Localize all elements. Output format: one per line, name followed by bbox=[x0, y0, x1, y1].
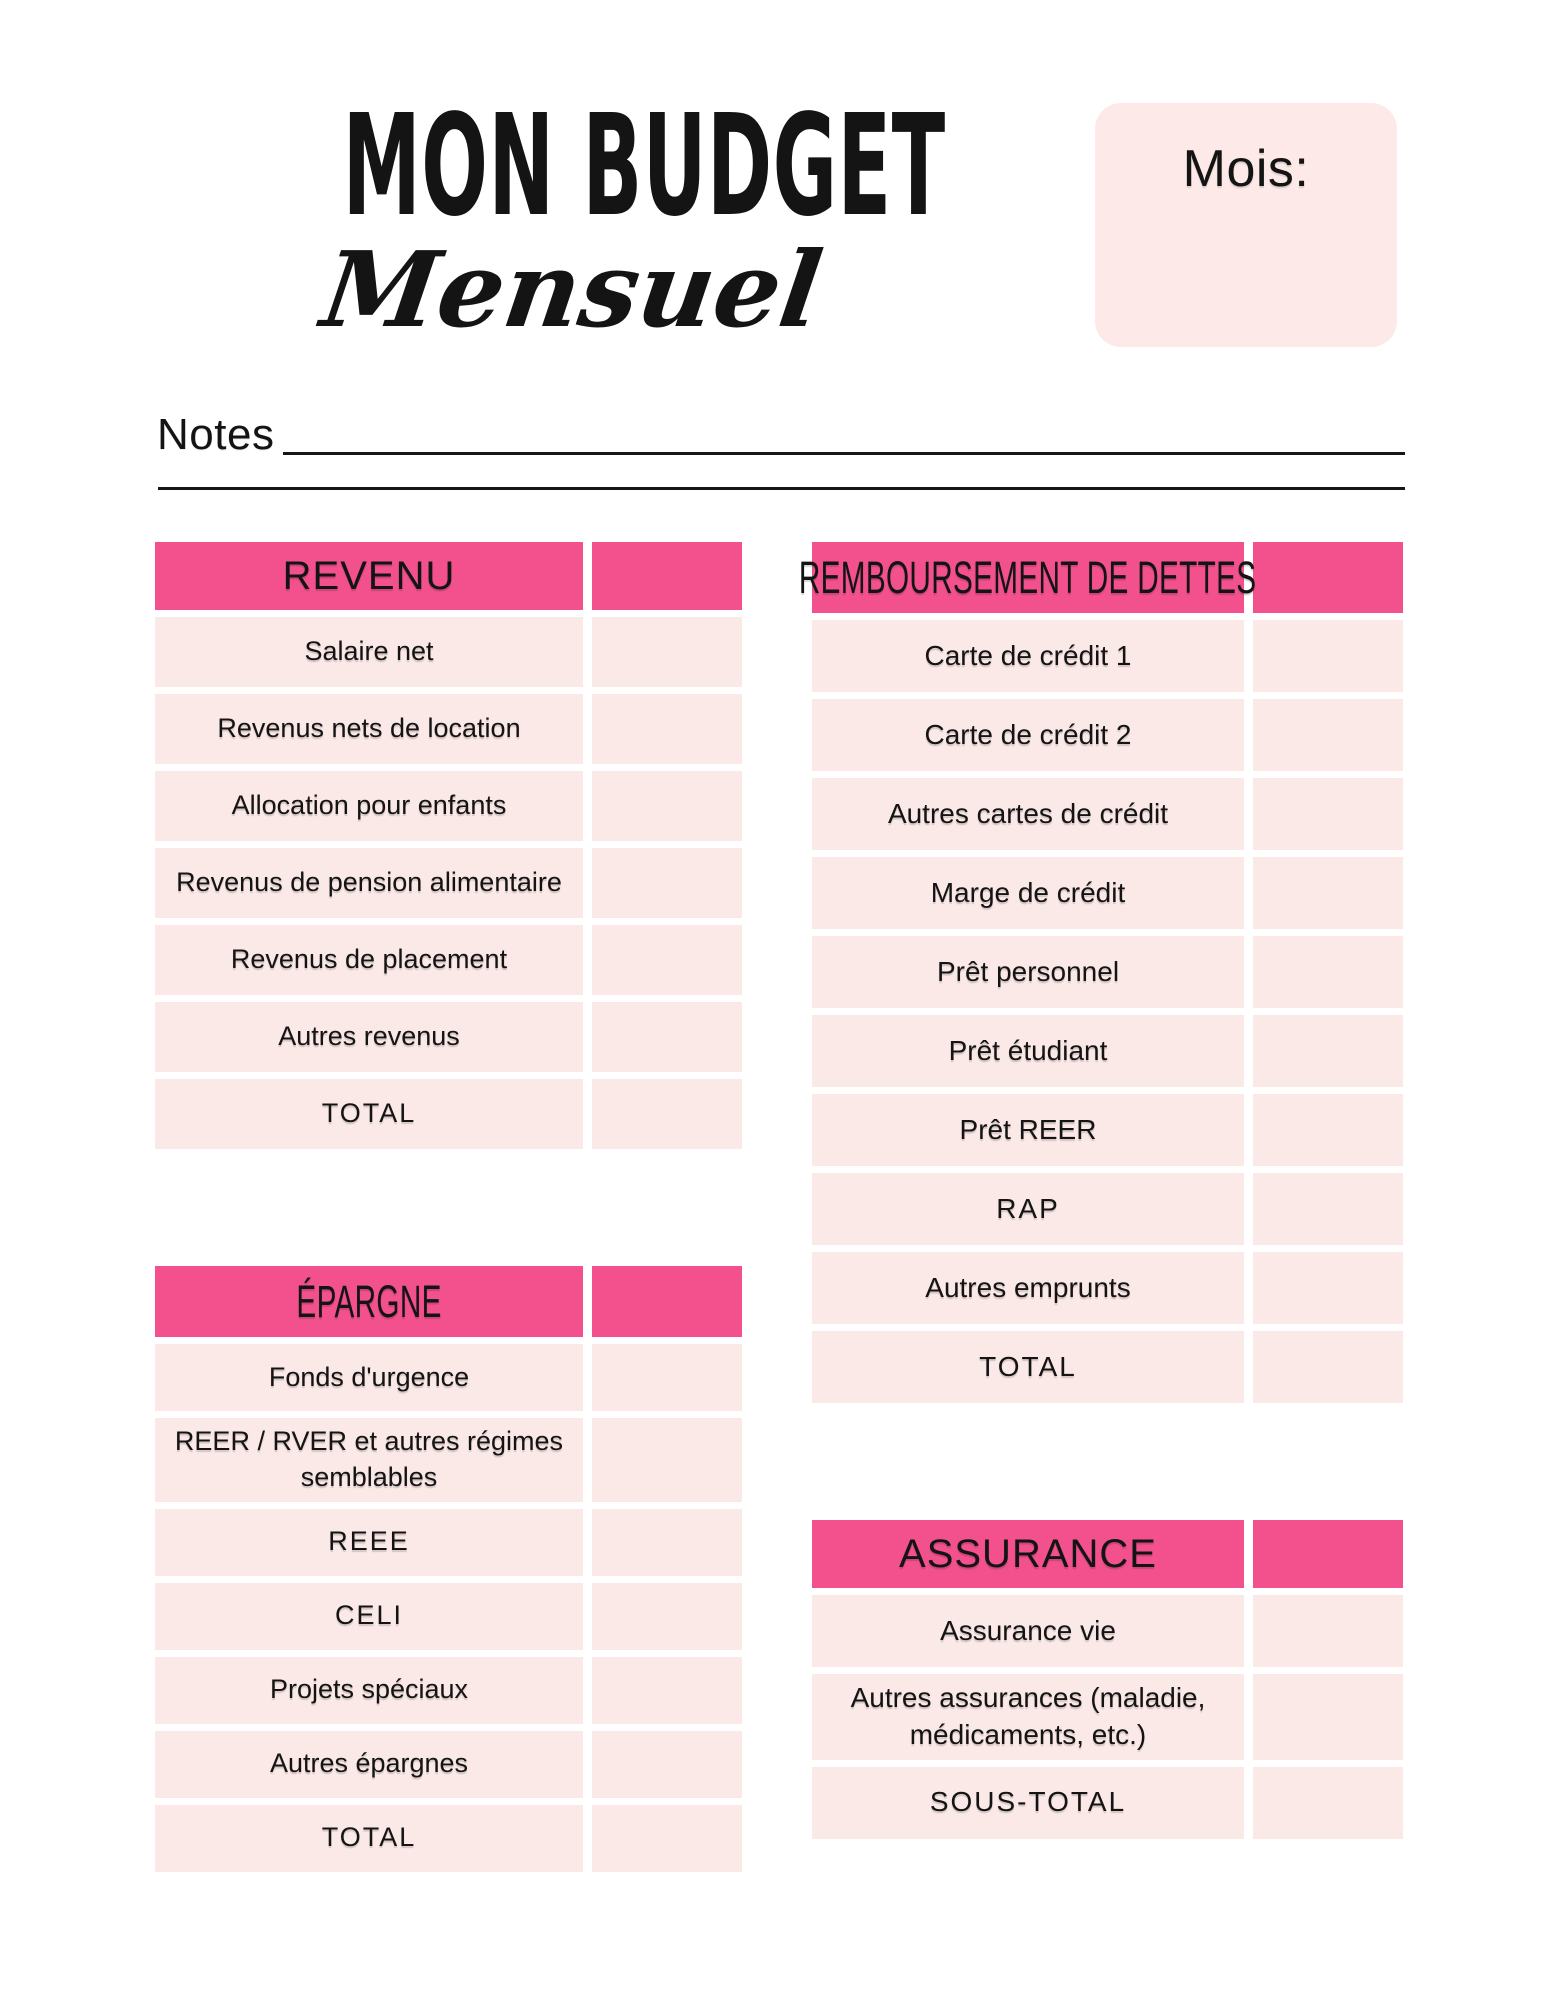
epargne-row-1-amount-field[interactable] bbox=[592, 1418, 742, 1501]
revenu-row-4-label-text: Revenus de placement bbox=[230, 944, 508, 975]
month-input-area[interactable] bbox=[1095, 199, 1397, 347]
dettes-row-9-label bbox=[812, 1331, 1244, 1403]
epargne-row-2-label bbox=[155, 1509, 583, 1576]
revenu-row-6-label-text: TOTAL bbox=[321, 1098, 417, 1129]
assurance-row-0-label-text: Assurance vie bbox=[940, 1614, 1116, 1646]
revenu-row-0-amount-field[interactable] bbox=[592, 617, 742, 687]
dettes-row-5-amount-field[interactable] bbox=[1253, 1015, 1403, 1087]
epargne-header-text: ÉPARGNE bbox=[296, 1276, 442, 1327]
revenu-row-1-label-text: Revenus nets de location bbox=[217, 713, 521, 744]
dettes-row-0-amount-field[interactable] bbox=[1253, 620, 1403, 692]
assurance-row-2-amount-field[interactable] bbox=[1253, 1767, 1403, 1839]
assurance-row-0-label bbox=[812, 1595, 1244, 1667]
epargne-row-2-amount-field[interactable] bbox=[592, 1509, 742, 1576]
revenu-row-0-label-text: Salaire net bbox=[304, 636, 434, 667]
epargne-row-1-label-text: REER / RVER et autres régimes semblables bbox=[174, 1426, 564, 1493]
dettes-header-amount-cell bbox=[1253, 542, 1403, 613]
dettes-row-0-label bbox=[812, 620, 1244, 692]
assurance-table bbox=[812, 1520, 1403, 1839]
dettes-row-0-label-text: Carte de crédit 1 bbox=[924, 639, 1132, 671]
notes-writing-line-1[interactable] bbox=[283, 452, 1405, 455]
dettes-row-9-label-text: TOTAL bbox=[979, 1350, 1077, 1382]
epargne-table bbox=[155, 1266, 742, 1872]
revenu-row-3-amount-field[interactable] bbox=[592, 848, 742, 918]
dettes-row-2-amount-field[interactable] bbox=[1253, 778, 1403, 850]
dettes-table bbox=[799, 542, 1403, 1403]
dettes-row-1-label-text: Carte de crédit 2 bbox=[924, 718, 1132, 750]
dettes-row-6-amount-field[interactable] bbox=[1253, 1094, 1403, 1166]
notes-writing-line-2[interactable] bbox=[158, 487, 1405, 490]
epargne-row-4-amount-field[interactable] bbox=[592, 1657, 742, 1724]
assurance-row-2-label bbox=[812, 1767, 1244, 1839]
dettes-row-5-label-text: Prêt étudiant bbox=[948, 1034, 1108, 1066]
assurance-row-1-amount-field[interactable] bbox=[1253, 1674, 1403, 1760]
revenu-header-text: REVENU bbox=[282, 553, 456, 598]
assurance-row-0-amount-field[interactable] bbox=[1253, 1595, 1403, 1667]
month-label: Mois: bbox=[1182, 140, 1310, 198]
revenu-row-4-amount-field[interactable] bbox=[592, 925, 742, 995]
epargne-header bbox=[155, 1266, 583, 1337]
dettes-row-2-label-text: Autres cartes de crédit bbox=[887, 797, 1169, 829]
dettes-row-6-label bbox=[812, 1094, 1244, 1166]
epargne-row-6-label-text: TOTAL bbox=[321, 1822, 417, 1853]
page-title-line1: MON BUDGET bbox=[342, 85, 946, 248]
epargne-row-4-label-text: Projets spéciaux bbox=[269, 1674, 469, 1705]
epargne-row-3-label-text: CELI bbox=[334, 1600, 404, 1631]
dettes-header bbox=[799, 542, 1257, 613]
month-box bbox=[1095, 103, 1397, 347]
dettes-row-8-label bbox=[812, 1252, 1244, 1324]
assurance-row-2-label-text: SOUS-TOTAL bbox=[929, 1786, 1127, 1818]
assurance-row-1-label bbox=[812, 1674, 1244, 1760]
revenu-row-2-amount-field[interactable] bbox=[592, 771, 742, 841]
epargne-row-0-amount-field[interactable] bbox=[592, 1344, 742, 1411]
page-title bbox=[179, 85, 946, 351]
assurance-header-text: ASSURANCE bbox=[899, 1531, 1157, 1576]
assurance-header bbox=[812, 1520, 1244, 1588]
revenu-header-amount-cell bbox=[592, 542, 742, 610]
dettes-row-3-label-text: Marge de crédit bbox=[930, 876, 1126, 908]
revenu-table bbox=[155, 542, 742, 1149]
epargne-row-2-label-text: REEE bbox=[328, 1526, 410, 1557]
epargne-row-1-label bbox=[155, 1418, 583, 1501]
assurance-row-1-label-text: Autres assurances (maladie, médicaments, etc.) bbox=[850, 1682, 1206, 1750]
epargne-row-6-label bbox=[155, 1805, 583, 1872]
revenu-row-0-label bbox=[155, 617, 583, 687]
epargne-row-3-amount-field[interactable] bbox=[592, 1583, 742, 1650]
revenu-row-1-label bbox=[155, 694, 583, 764]
epargne-row-5-label bbox=[155, 1731, 583, 1798]
revenu-row-6-label bbox=[155, 1079, 583, 1149]
revenu-row-2-label-text: Allocation pour enfants bbox=[231, 790, 507, 821]
dettes-row-4-label-text: Prêt personnel bbox=[936, 955, 1120, 987]
revenu-row-3-label bbox=[155, 848, 583, 918]
notes-label: Notes bbox=[157, 410, 275, 459]
dettes-row-1-amount-field[interactable] bbox=[1253, 699, 1403, 771]
dettes-row-7-amount-field[interactable] bbox=[1253, 1173, 1403, 1245]
revenu-row-6-amount-field[interactable] bbox=[592, 1079, 742, 1149]
dettes-row-8-amount-field[interactable] bbox=[1253, 1252, 1403, 1324]
dettes-row-1-label bbox=[812, 699, 1244, 771]
epargne-row-5-label-text: Autres épargnes bbox=[269, 1748, 469, 1779]
epargne-row-4-label bbox=[155, 1657, 583, 1724]
revenu-row-5-amount-field[interactable] bbox=[592, 1002, 742, 1072]
revenu-header bbox=[155, 542, 583, 610]
epargne-row-0-label-text: Fonds d'urgence bbox=[268, 1362, 470, 1393]
dettes-row-3-label bbox=[812, 857, 1244, 929]
dettes-row-4-label bbox=[812, 936, 1244, 1008]
dettes-row-4-amount-field[interactable] bbox=[1253, 936, 1403, 1008]
dettes-row-6-label-text: Prêt REER bbox=[959, 1113, 1097, 1145]
epargne-row-3-label bbox=[155, 1583, 583, 1650]
revenu-row-2-label bbox=[155, 771, 583, 841]
page-title-line2: Mensuel bbox=[315, 228, 830, 351]
dettes-row-8-label-text: Autres emprunts bbox=[925, 1271, 1131, 1303]
revenu-row-5-label bbox=[155, 1002, 583, 1072]
dettes-row-5-label bbox=[812, 1015, 1244, 1087]
dettes-row-3-amount-field[interactable] bbox=[1253, 857, 1403, 929]
revenu-row-3-label-text: Revenus de pension alimentaire bbox=[176, 867, 562, 898]
dettes-row-7-label bbox=[812, 1173, 1244, 1245]
epargne-row-0-label bbox=[155, 1344, 583, 1411]
dettes-row-7-label-text: RAP bbox=[996, 1192, 1060, 1224]
dettes-header-text: REMBOURSEMENT DE DETTES bbox=[799, 552, 1257, 603]
assurance-header-amount-cell bbox=[1253, 1520, 1403, 1588]
revenu-row-4-label bbox=[155, 925, 583, 995]
epargne-row-6-amount-field[interactable] bbox=[592, 1805, 742, 1872]
epargne-row-5-amount-field[interactable] bbox=[592, 1731, 742, 1798]
dettes-row-9-amount-field[interactable] bbox=[1253, 1331, 1403, 1403]
revenu-row-1-amount-field[interactable] bbox=[592, 694, 742, 764]
epargne-header-amount-cell bbox=[592, 1266, 742, 1337]
revenu-row-5-label-text: Autres revenus bbox=[278, 1021, 460, 1052]
dettes-row-2-label bbox=[812, 778, 1244, 850]
